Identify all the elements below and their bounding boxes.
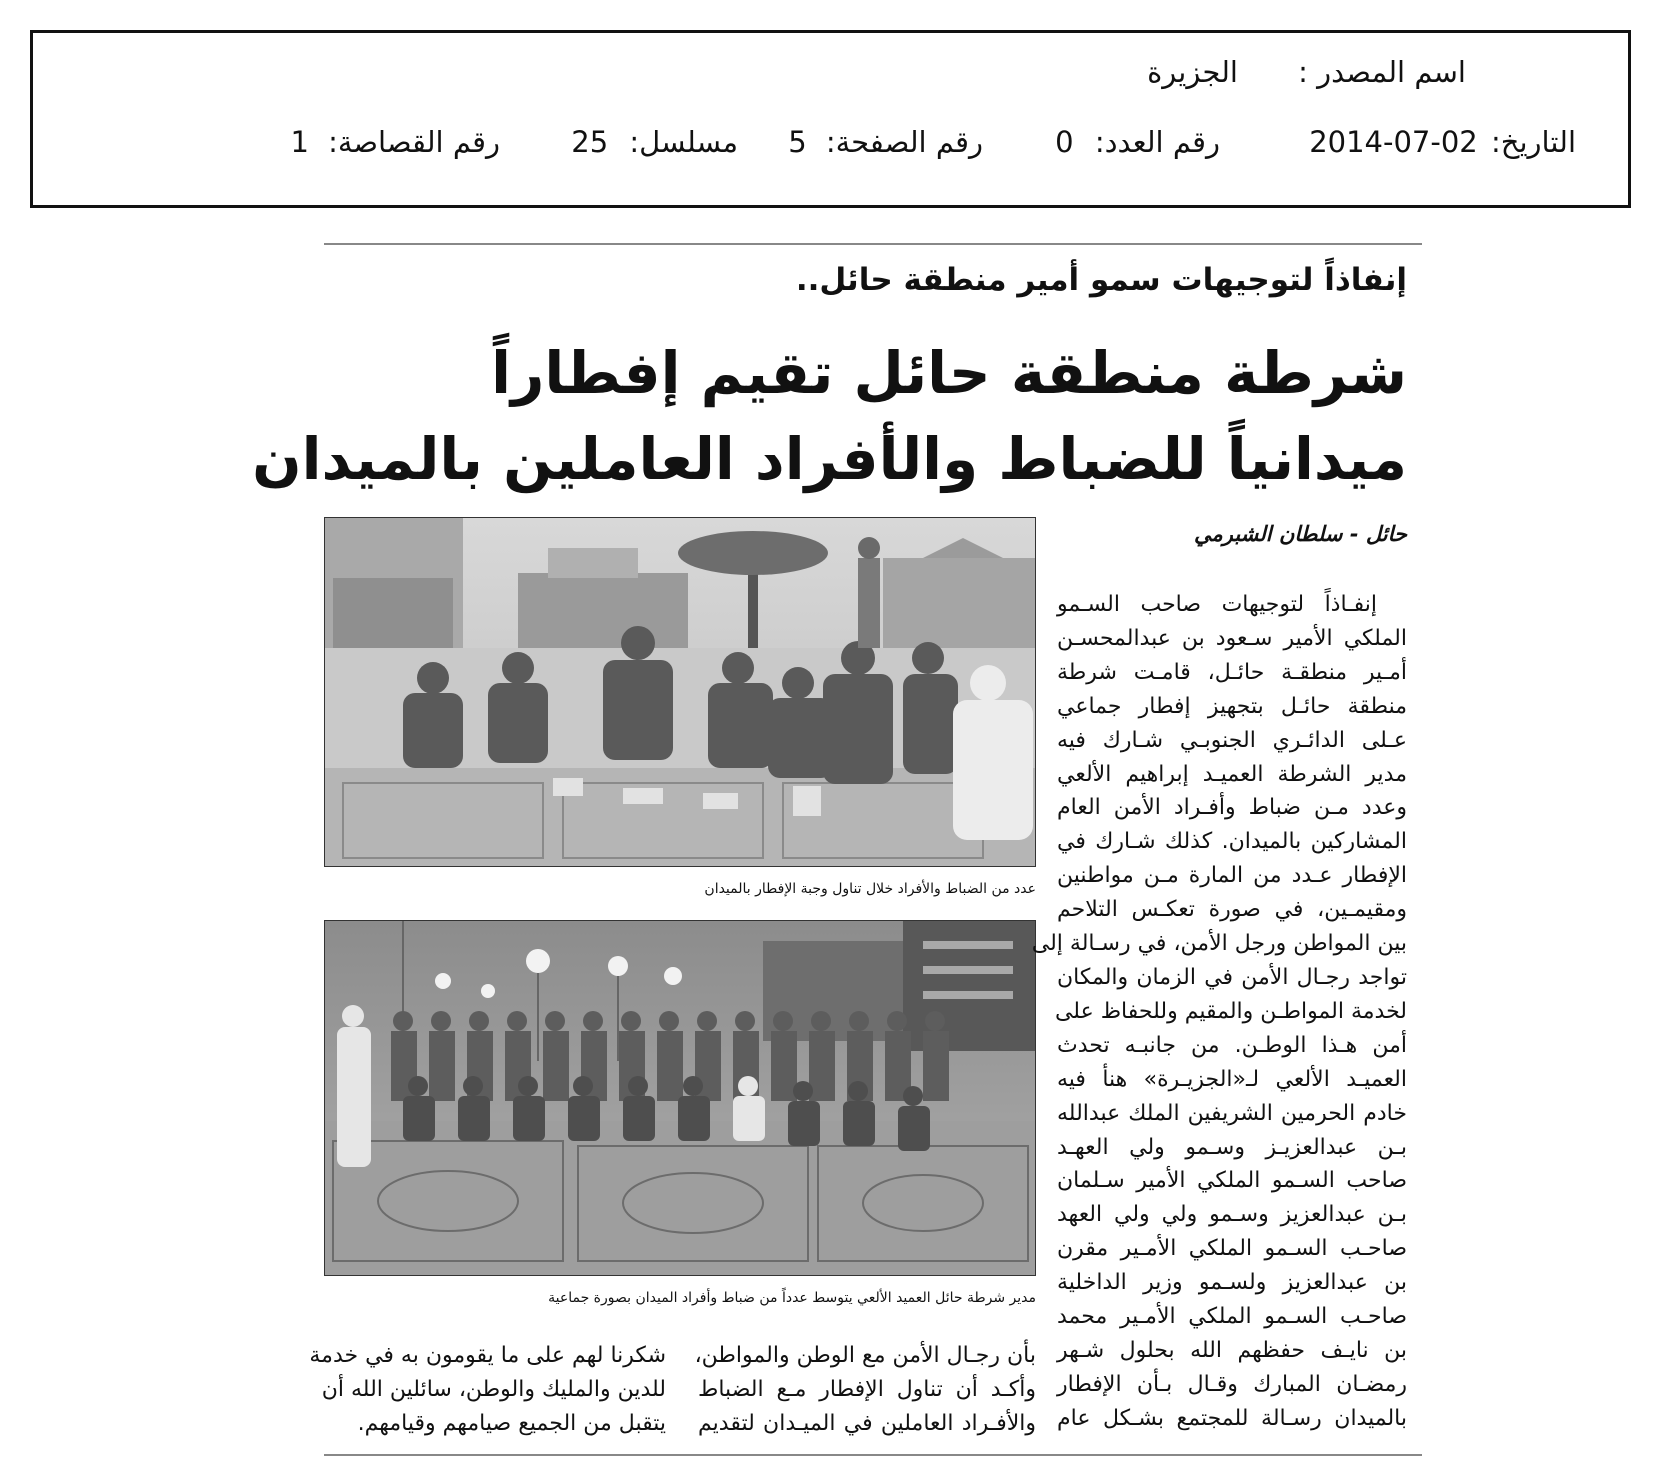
- main-column-line: تواجد رجـال الأمن في الزمان والمكان: [1057, 964, 1407, 990]
- middle-column-line: والأفـراد العاملين في الميـدان لتقديم: [698, 1410, 1036, 1436]
- main-column-line: لخدمة المواطـن والمقيم وللحفاظ على: [1054, 998, 1407, 1024]
- main-column-line: خادم الحرمين الشريفين الملك عبدالله: [1057, 1100, 1407, 1126]
- photo-group-portrait-image: [324, 921, 1035, 1276]
- serial-value: 25: [571, 125, 609, 159]
- main-column-line: صاحـب السـمو الملكي الأمـير محمد: [1057, 1304, 1407, 1330]
- main-column-line: وعدد مـن ضباط وأفـراد الأمن العام: [1057, 795, 1407, 821]
- main-column-line: صاحب السـمو الملكي الأمير سـلمان: [1057, 1168, 1407, 1194]
- clip-field: [290, 125, 500, 159]
- source-label: اسم المصدر :: [1298, 55, 1466, 89]
- headline-line-2: ميدانياً للضباط والأفراد العاملين بالميدان: [252, 425, 1407, 493]
- middle-column-line: بأن رجـال الأمن مع الوطن والمواطن،: [694, 1343, 1036, 1368]
- main-column-line: رمضـان المبارك وقـال بـأن الإفطار: [1057, 1371, 1407, 1397]
- main-column-line: إنفـاذاً لتوجيهات صاحب السـمو: [1057, 592, 1377, 617]
- main-column-line: بالميدان رسـالة للمجتمع بشـكل عام: [1057, 1405, 1407, 1431]
- article-kicker: إنفاذاً لتوجيهات سمو أمير منطقة حائل..: [795, 262, 1407, 298]
- page-field: [788, 125, 983, 159]
- clipping-metadata-box: [30, 30, 1631, 208]
- main-column-line: مدير الشرطة العميـد إبراهيم الألعي: [1057, 761, 1407, 787]
- serial-label: مسلسل:: [629, 125, 738, 159]
- left-column-line: للدين والمليك والوطن، سائلين الله أن: [321, 1376, 666, 1402]
- top-divider: [324, 243, 1422, 245]
- date-label: التاريخ:: [1490, 125, 1576, 159]
- page-value: 5: [788, 125, 807, 159]
- main-column-line: المشاركين بالميدان. كذلك شـارك في: [1057, 829, 1407, 855]
- main-column-line: بـن عبدالعزيـز وسـمو ولي العهـد: [1057, 1134, 1407, 1160]
- article-bottom-left-column: [309, 1339, 666, 1441]
- main-column-line: عـلى الدائـري الجنوبـي شـارك فيه: [1057, 727, 1407, 753]
- date-field: [1309, 125, 1576, 159]
- issue-value: 0: [1055, 125, 1074, 159]
- article-headline: [252, 330, 1407, 502]
- page-label: رقم الصفحة:: [825, 125, 983, 159]
- source-value: الجزيرة: [1147, 55, 1238, 89]
- main-column-line: بـن عبدالعزيز وسـمو ولي ولي العهد: [1057, 1202, 1407, 1228]
- clip-value: 1: [290, 125, 309, 159]
- main-column-line: بن عبدالعزيز ولسـمو وزير الداخلية: [1057, 1270, 1407, 1296]
- photo2-caption: مدير شرطة حائل العميد الألعي يتوسط عدداً من ضباط وأفراد الميدان بصورة جماعية: [548, 1290, 1036, 1306]
- headline-line-1: شرطة منطقة حائل تقيم إفطاراً: [491, 339, 1407, 407]
- main-column-line: العميـد الألعي لـ«الجزيـرة» هنأ فيه: [1057, 1066, 1407, 1092]
- clip-label: رقم القصاصة:: [328, 125, 500, 159]
- issue-field: [1055, 125, 1220, 159]
- main-column-line: بن نايـف حفظهم الله بحلول شـهر: [1057, 1337, 1407, 1363]
- photo-iftar-gathering-image: [324, 518, 1035, 867]
- left-column-line: يتقبل من الجميع صيامهم وقيامهم.: [357, 1410, 666, 1436]
- photo-group-portrait: [324, 920, 1036, 1276]
- article-bottom-middle-column: [694, 1339, 1036, 1441]
- main-column-line: منطقة حائـل بتجهيز إفطار جماعي: [1057, 693, 1407, 719]
- photo1-caption: عدد من الضباط والأفراد خلال تناول وجبة الإفطار بالميدان: [704, 881, 1036, 897]
- bottom-divider: [324, 1454, 1422, 1456]
- main-column-line: ومقيمـين، في صورة تعكـس التلاحم: [1057, 897, 1407, 923]
- main-column-line: أمن هـذا الوطـن. من جانبـه تحدث: [1057, 1032, 1407, 1058]
- date-value: 2014-07-02: [1309, 125, 1478, 159]
- middle-column-line: وأكـد أن تناول الإفطار مـع الضباط: [698, 1376, 1036, 1402]
- serial-field: [571, 125, 738, 159]
- main-column-line: صاحـب السـمو الملكي الأمـير مقرن: [1057, 1236, 1407, 1262]
- main-column-line: بين المواطن ورجل الأمن، في رسـالة إلى: [1031, 931, 1407, 957]
- article-main-column: [1031, 588, 1407, 1436]
- issue-label: رقم العدد:: [1094, 125, 1220, 159]
- main-column-line: الإفطار عـدد من المارة مـن مواطنين: [1057, 863, 1407, 889]
- main-column-line: الملكي الأمير سـعود بن عبدالمحسـن: [1057, 625, 1407, 651]
- photo-iftar-gathering: [324, 517, 1036, 867]
- left-column-line: شكرنا لهم على ما يقومون به في خدمة: [309, 1343, 666, 1368]
- main-column-line: أمـير منطقـة حائـل، قامـت شرطة: [1057, 659, 1407, 685]
- article-byline: حائل - سلطان الشبرمي: [1193, 522, 1407, 546]
